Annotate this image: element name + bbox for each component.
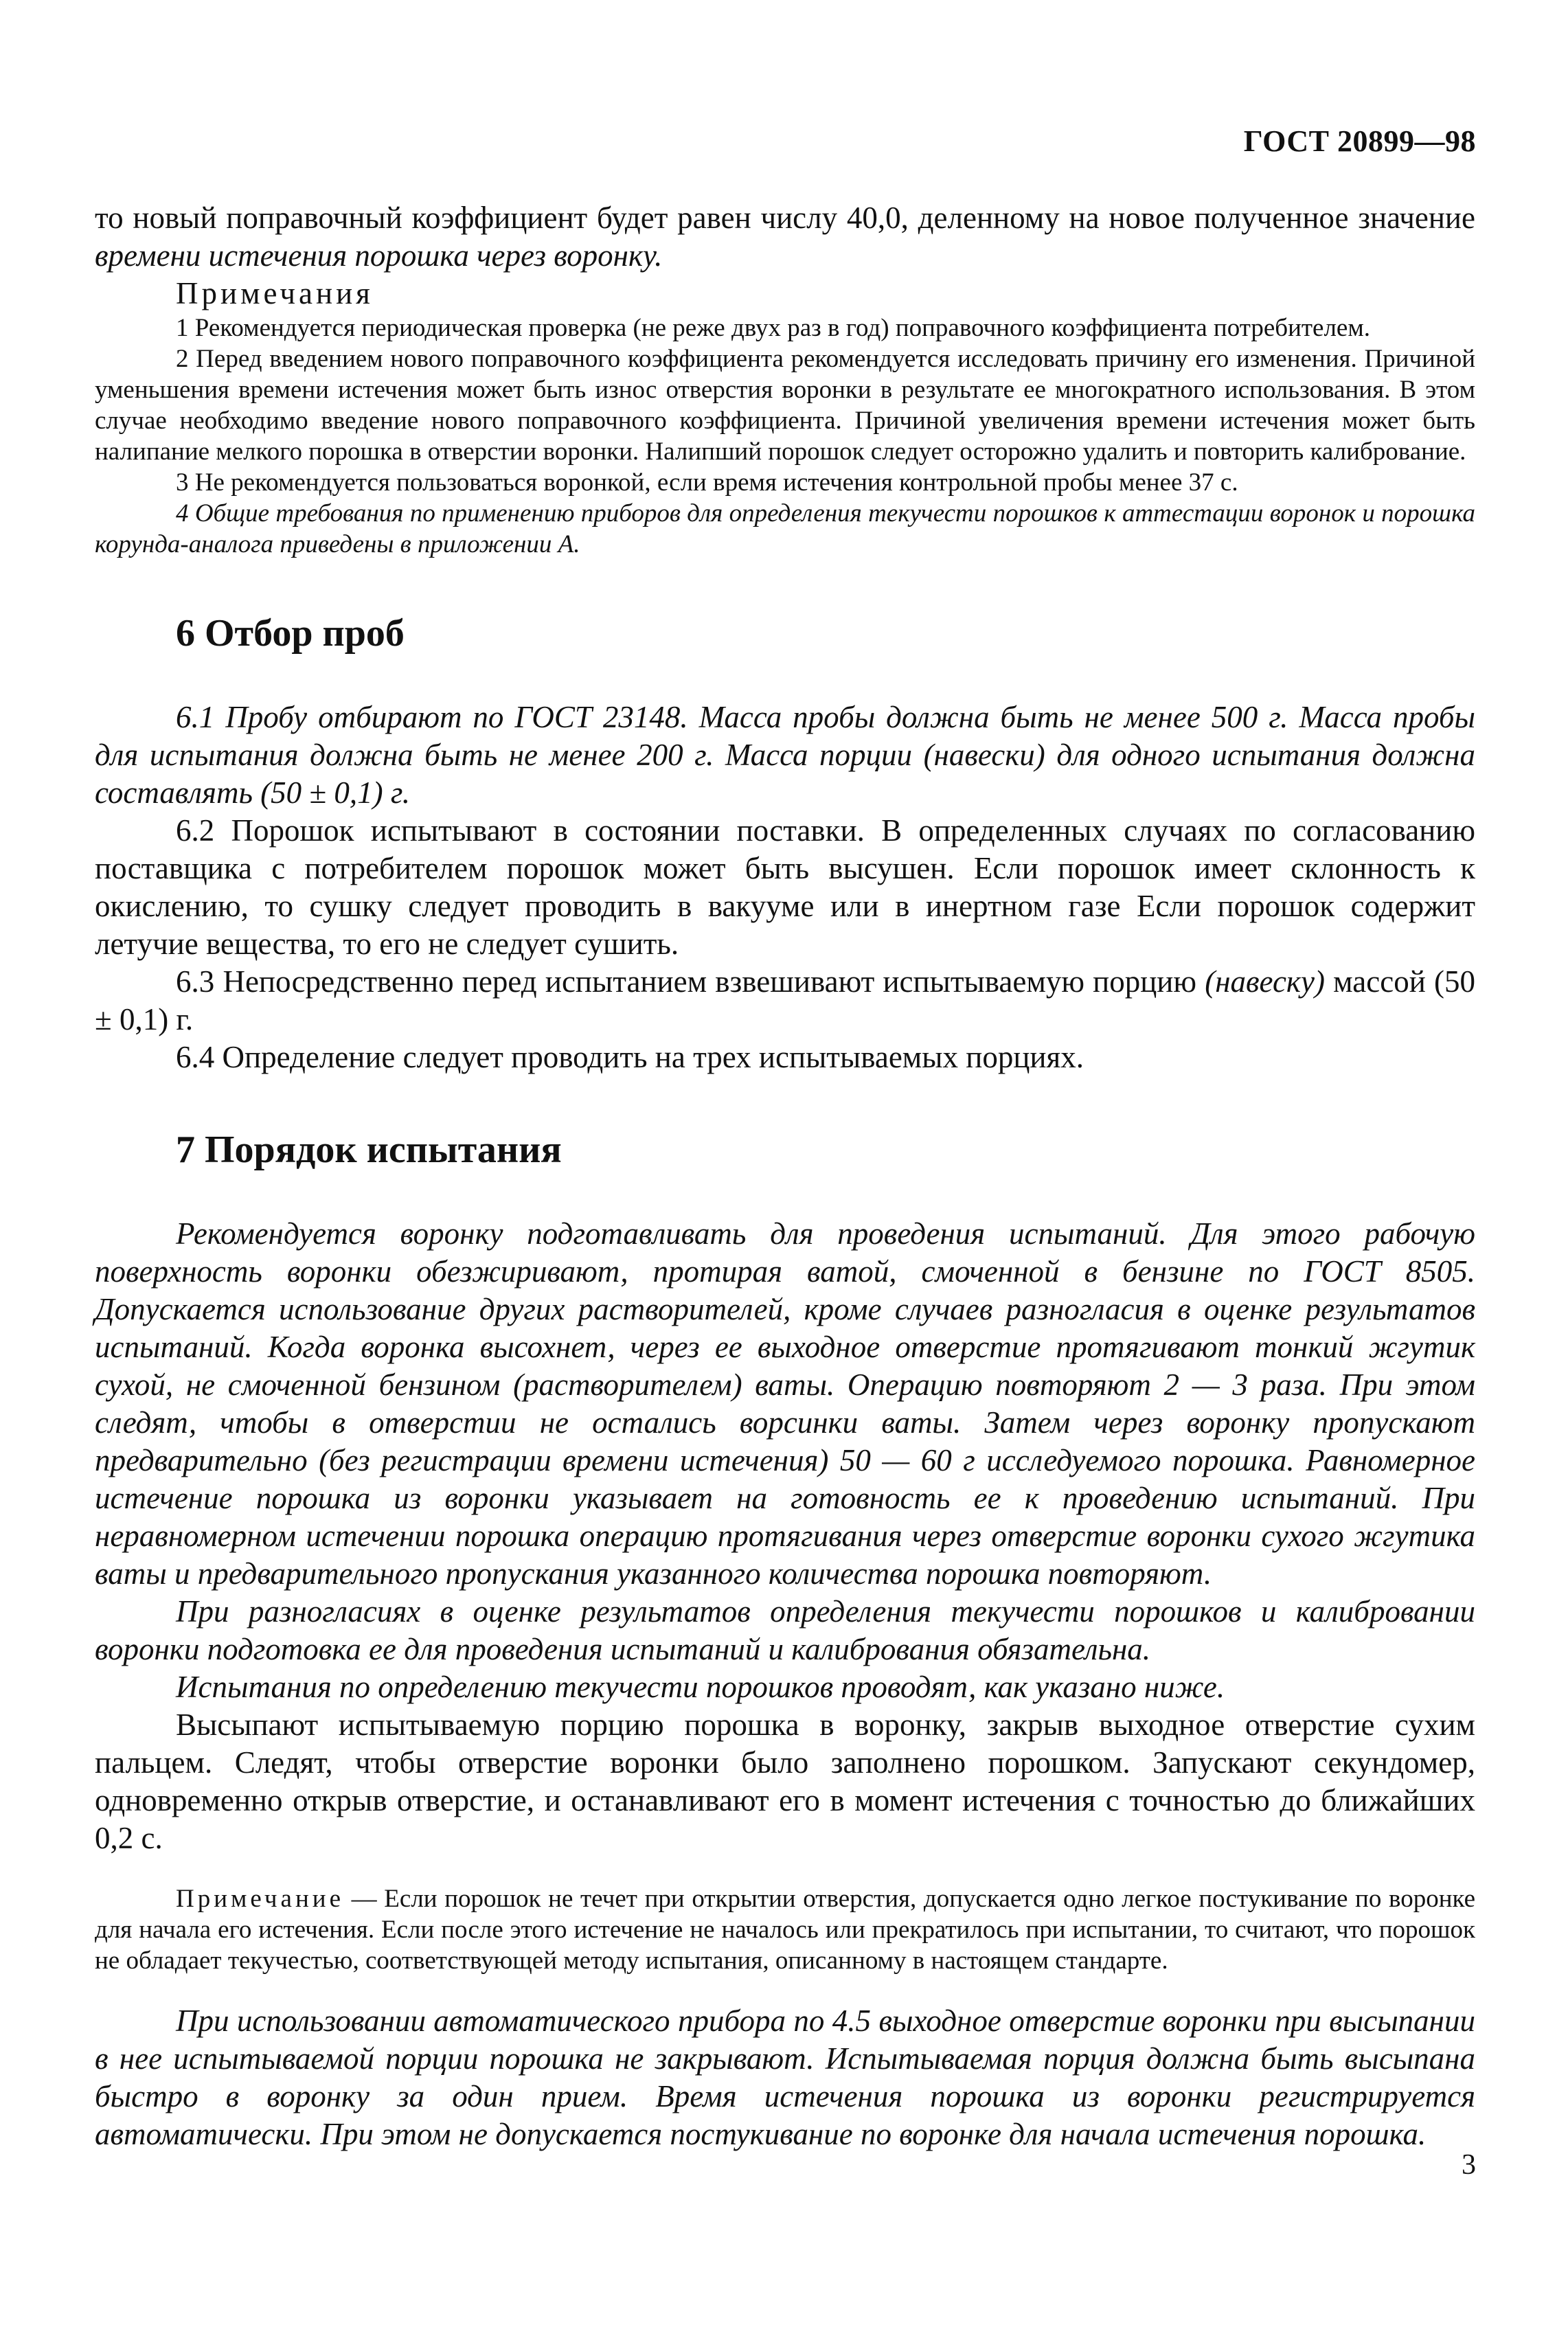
intro-italic-text: времени истечения порошка через воронку. bbox=[95, 238, 663, 273]
section-7-p3: Испытания по определению текучести порошков проводят, как указано ниже. bbox=[176, 1670, 1225, 1704]
section-6-3-italic: (навеску) bbox=[1205, 964, 1325, 999]
page-number: 3 bbox=[1462, 2149, 1476, 2181]
notes-heading: Примечания bbox=[176, 276, 374, 310]
intro-text: то новый поправочный коэффициент будет равен числу 40,0, деленному на новое полученное значение bbox=[95, 201, 1475, 235]
section-7-note bbox=[95, 1883, 1475, 1976]
section-6-4: 6.4 Определение следует проводить на трех испытываемых порциях. bbox=[176, 1040, 1084, 1074]
note-item-3: 3 Не рекомендуется пользоваться воронкой, если время истечения контрольной пробы менее 37 с. bbox=[176, 468, 1238, 497]
page-content bbox=[95, 199, 1475, 2153]
intro-paragraph bbox=[95, 199, 1475, 275]
section-7-title: 7 Порядок испытания bbox=[176, 1129, 562, 1171]
standard-code: ГОСТ 20899—98 bbox=[1243, 124, 1476, 158]
note-item-1: 1 Рекомендуется периодическая проверка (не реже двух раз в год) поправочного коэффициента потребителем. bbox=[176, 314, 1371, 342]
section-7-p2: При разногласиях в оценке результатов определения текучести порошков и калибровании воронки подготовка ее для проведения испытаний и калибрования обязательна. bbox=[95, 1594, 1475, 1666]
section-6-3-text-a: 6.3 Непосредственно перед испытанием взвешивают испытываемую порцию bbox=[176, 964, 1205, 999]
section-7-p5: При использовании автоматического прибора по 4.5 выходное отверстие воронки при высыпании в нее испытываемой порции порошка не закрывают. Испытываемая порция должна быть высыпана быстро в воронку за один прием. Время истечения порошка из воронки регистрируется автоматически. При этом не допускается постукивание по воронке для начала истечения порошка. bbox=[95, 2004, 1475, 2151]
note-text: — Если порошок не течет при открытии отверстия, допускается одно легкое постукивание по воронке для начала его истечения. Если после этого истечение не началось или прекратилось при испытании, то считают, что порошок не обладает текучестью, соответствующей методу испытания, описанному в настоящем стандарте. bbox=[95, 1885, 1475, 1975]
section-7-p4: Высыпают испытываемую порцию порошка в воронку, закрыв выходное отверстие сухим пальцем. Следят, чтобы отверстие воронки было заполнено порошком. Запускают секундомер, одновременно открыв отверстие, и останавливают его в момент истечения с точностью до ближайших 0,2 с. bbox=[95, 1708, 1475, 1855]
section-6-1: 6.1 Пробу отбирают по ГОСТ 23148. Масса пробы должна быть не менее 500 г. Масса пробы для испытания должна быть не менее 200 г. Масса порции (навески) для одного испытания должна составлять (50 ± 0,1) г. bbox=[95, 700, 1475, 810]
section-6-title: 6 Отбор проб bbox=[176, 612, 405, 655]
note-item-2: 2 Перед введением нового поправочного коэффициента рекомендуется исследовать причину его изменения. Причиной уменьшения времени истечения может быть износ отверстия воронки в результате ее многократного использования. В этом случае необходимо введение нового поправочного коэффициента. Причиной увеличения времени истечения может быть налипание мелкого порошка в отверстии воронки. Налипший порошок следует осторожно удалить и повторить калибрование. bbox=[95, 345, 1475, 466]
section-7-p1: Рекомендуется воронку подготавливать для проведения испытаний. Для этого рабочую поверхность воронки обезжиривают, протирая ватой, смоченной в бензине по ГОСТ 8505. Допускается использование других растворителей, кроме случаев разногласия в оценке результатов испытаний. Когда воронка высохнет, через ее выходное отверстие протягивают тонкий жгутик сухой, не смоченной бензином (растворителем) ваты. Операцию повторяют 2 — 3 раза. При этом следят, чтобы в отверстии не остались ворсинки ваты. Затем через воронку пропускают предварительно (без регистрации времени истечения) 50 — 60 г исследуемого порошка. Равномерное истечение порошка из воронки указывает на готовность ее к проведению испытаний. При неравномерном истечении порошка операцию протягивания через отверстие воронки сухого жгутика ваты и предварительного пропускания указанного количества порошка повторяют. bbox=[95, 1216, 1475, 1591]
note-label: Примечание bbox=[176, 1885, 344, 1913]
section-6-3-text-b: массой (50 ± 0,1) г. bbox=[95, 964, 1475, 1036]
section-6-2: 6.2 Порошок испытывают в состоянии поставки. В определенных случаях по согласованию поставщика с потребителем порошок может быть высушен. Если порошок имеет склонность к окислению, то сушку следует проводить в вакууме или в инертном газе Если порошок содержит летучие вещества, то его не следует сушить. bbox=[95, 813, 1475, 961]
section-6-3 bbox=[95, 963, 1475, 1039]
note-item-4: 4 Общие требования по применению приборов для определения текучести порошков к аттестации воронок и порошка корунда-аналога приведены в приложении А. bbox=[95, 499, 1475, 558]
